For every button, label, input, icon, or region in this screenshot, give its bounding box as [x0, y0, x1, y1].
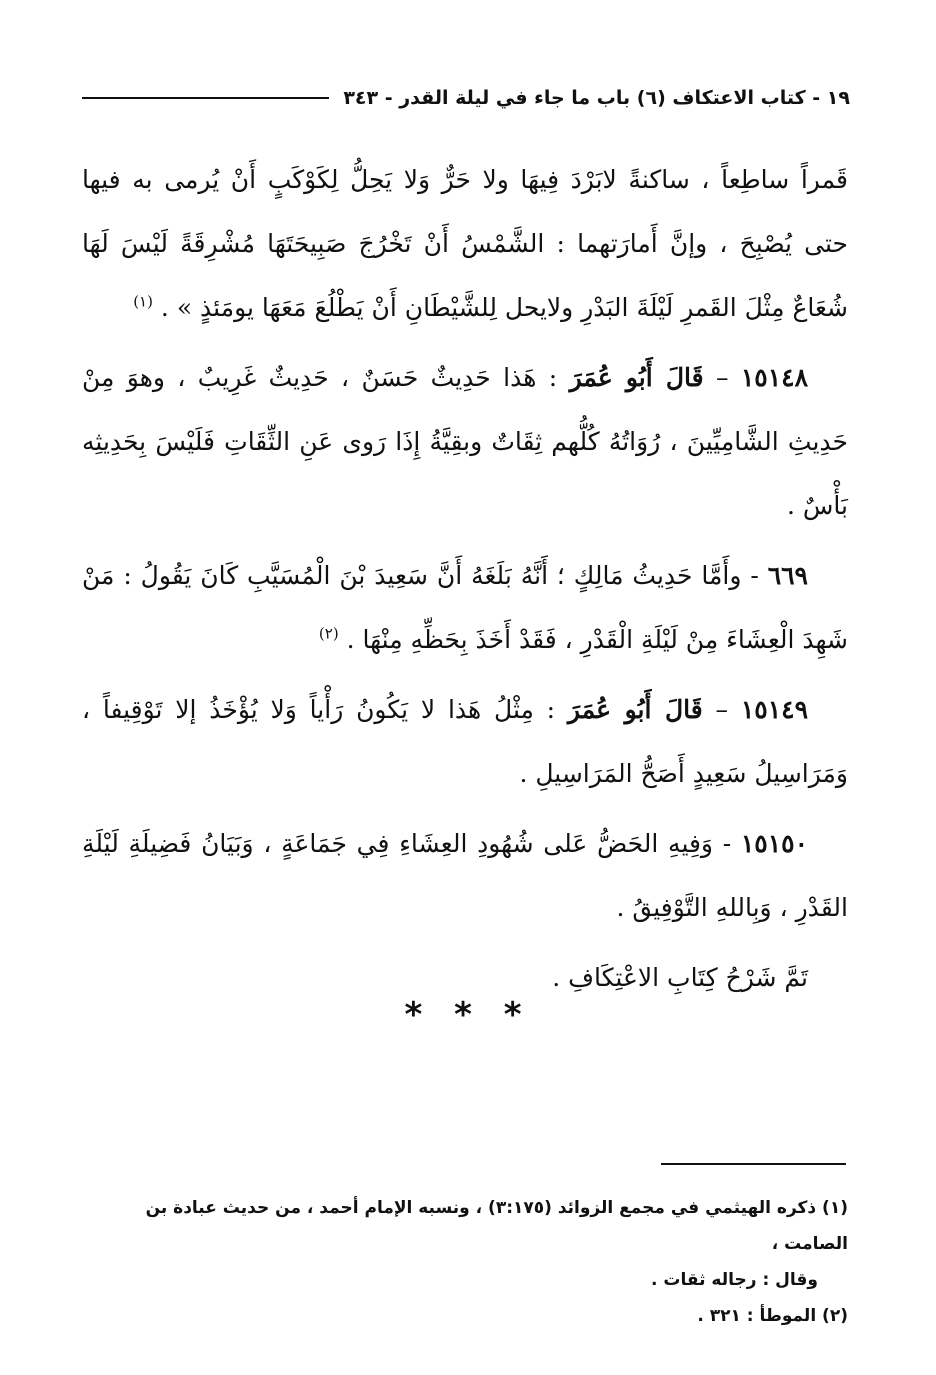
paragraph-15150: [82, 812, 848, 940]
paragraph-text: - وَفِيهِ الحَضُّ عَلى شُهُودِ العِشَاءِ فِي جَمَاعَةٍ ، وَبَيَانُ فَضِيلَةِ لَيْلَةِ القَدْرِ ، وَبِاللهِ التَّوْفِيقُ .: [82, 829, 848, 922]
footnote-1-continuation: وقال : رجاله ثقات .: [651, 1270, 818, 1290]
closing-line: تَمَّ شَرْحُ كِتَابِ الاعْتِكَافِ .: [552, 963, 808, 992]
paragraph-text: - وأَمَّا حَدِيثُ مَالِكٍ ؛ أَنَّهُ بَلَغَهُ أَنَّ سَعِيدَ بْنَ الْمُسَيَّبِ كَانَ يَقُولُ : مَنْ شَهِدَ الْعِشَاءَ مِنْ لَيْلَةِ الْقَدْرِ ، فَقَدْ أَخَذَ بِحَظِّهِ مِنْهَا .: [82, 561, 848, 654]
paragraph-number: ٦٦٩: [767, 561, 808, 590]
footnote-ref-2: (٢): [318, 624, 339, 643]
footnote-2: (٢) الموطأ : ٣٢١ .: [697, 1306, 848, 1326]
footnotes: [82, 1190, 848, 1334]
main-text: [82, 148, 848, 1010]
footnote-1: (١) ذكره الهيثمي في مجمع الزوائد (٣:١٧٥) ، ونسبه الإمام أحمد ، من حديث عبادة بن الصامت ،: [145, 1198, 848, 1254]
paragraph-15148: ١٥١٤٨ – قَالَ أَبُو عُمَرَ : هَذا حَدِيثٌ حَسَنٌ ، حَدِيثٌ غَرِيبٌ ، وهوَ مِنْ حَدِيثِ الشَّامِيِّينَ ، رُوَاتُهُ كُلُّهم ثِقَاتٌ وبقِيَّةُ إِذَا رَوى عَنِ الثِّقَاتِ فَلَيْسَ بِحَدِيثِه بَأْسٌ .: [82, 363, 848, 520]
paragraph-text: قَمراً ساطِعاً ، ساكنةً لابَرْدَ فِيهَا ولا حَرٌّ وَلا يَحِلُّ لِكَوْكَبٍ أَنْ يُرمى به فيها حتى يُصْبِحَ ، وإنَّ أَمارَتهما : الشَّمْسُ أَنْ تَخْرُجَ صَبِيحَتَهَا مُشْرِقَةً لَيْسَ لَهَا شُعَاعٌ مِثْلَ القَمرِ لَيْلَةَ البَدْرِ ولايحل لِلشَّيْطَانِ أَنْ يَطْلُعَ مَعَهَا يومَئذٍ » .: [82, 165, 848, 322]
footnote-ref-1: (١): [133, 292, 153, 311]
paragraph-number: ١٥١٤٨: [740, 363, 808, 392]
paragraph-text: : مِثْلُ هَذا لا يَكُونُ رَأْياً وَلا يُؤْخَذُ إلا تَوْقِيفاً ، وَمَرَاسِيلُ سَعِيدٍ أَصَحُّ المَرَاسِيلِ .: [82, 695, 848, 788]
speaker-label: قَالَ أَبُو عُمَرَ: [567, 695, 703, 724]
running-header: [82, 78, 850, 118]
paragraph-hadith-continuation: [82, 148, 848, 340]
paragraph-number: ١٥١٥٠: [740, 829, 808, 858]
section-separator: * * *: [404, 995, 532, 1035]
paragraph-number: ١٥١٤٩: [740, 695, 808, 724]
paragraph-15149: ١٥١٤٩ – قَالَ أَبُو عُمَرَ : مِثْلُ هَذا لا يَكُونُ رَأْياً وَلا يُؤْخَذُ إلا تَوْقِيفاً ، وَمَرَاسِيلُ سَعِيدٍ أَصَحُّ المَرَاسِيلِ .: [82, 695, 848, 788]
header-rule: [82, 97, 329, 99]
paragraph-669: [82, 544, 848, 672]
speaker-label: قَالَ أَبُو عُمَرَ: [569, 363, 704, 392]
paragraph-text: : هَذا حَدِيثٌ حَسَنٌ ، حَدِيثٌ غَرِيبٌ ، وهوَ مِنْ حَدِيثِ الشَّامِيِّينَ ، رُوَاتُهُ كُلُّهم ثِقَاتٌ وبقِيَّةُ إِذَا رَوى عَنِ الثِّقَاتِ فَلَيْسَ بِحَدِيثِه بَأْسٌ .: [82, 363, 848, 520]
footnote-rule: [661, 1163, 846, 1165]
running-title: ١٩ - كتاب الاعتكاف (٦) باب ما جاء في ليلة القدر - ٣٤٣: [343, 87, 850, 109]
